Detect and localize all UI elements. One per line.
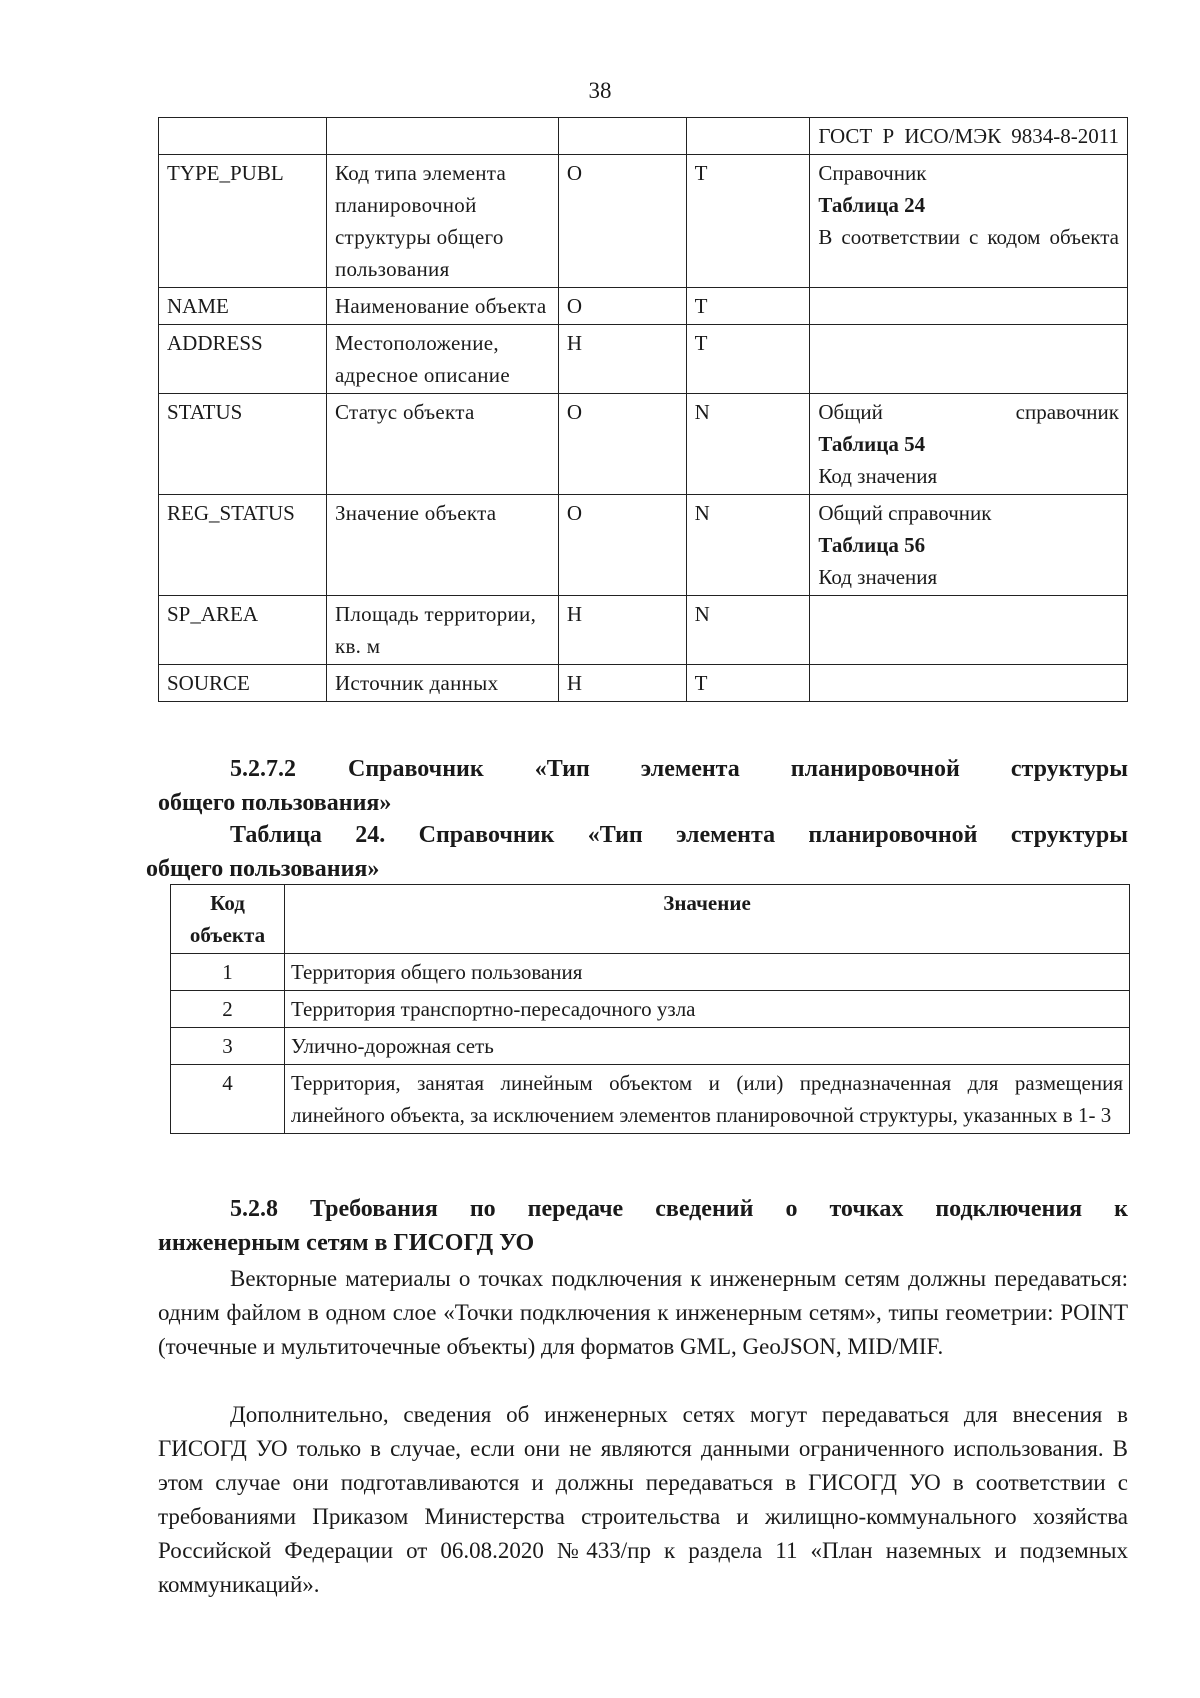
table-cell-reference: Общий справочник Таблица 54 Код значения: [810, 394, 1128, 495]
table-cell-value: Улично-дорожная сеть: [285, 1028, 1130, 1065]
table-cell-description: Код типа элемента планировочной структуры общего пользования: [326, 155, 558, 288]
table-cell-type: N: [686, 596, 810, 665]
table-cell-code: SOURCE: [159, 665, 327, 702]
section-heading-528: 5.2.8 Требования по передаче сведений о точках подключения к инженерным сетям в ГИСОГД УО: [158, 1196, 1128, 1256]
table-cell-description: Значение объекта: [326, 495, 558, 596]
table-row: [171, 1065, 1130, 1134]
table-cell-required: О: [558, 288, 686, 325]
table-cell-type: N: [686, 394, 810, 495]
table-cell-required: О: [558, 394, 686, 495]
table-cell-type: T: [686, 325, 810, 394]
page-number: 38: [588, 78, 612, 103]
column-header-code: Код объекта: [171, 885, 285, 954]
table-cell-code: NAME: [159, 288, 327, 325]
table-cell-required: Н: [558, 665, 686, 702]
table-cell-description: Источник данных: [326, 665, 558, 702]
table-cell-reference: ГОСТ Р ИСО/МЭК 9834-8-2011: [810, 118, 1128, 155]
table-cell-type: T: [686, 155, 810, 288]
table-row: [159, 495, 1128, 596]
table-cell-required: О: [558, 155, 686, 288]
table-cell-value: Территория общего пользования: [285, 954, 1130, 991]
table-row: [171, 954, 1130, 991]
paragraph: Векторные материалы о точках подключения к инженерным сетям должны передаваться: одним файлом в одном слое «Точки подключения к инженерным сетям», типы геометрии: POINT (точечные и мультиточечные объекты) для форматов GML, GeoJSON, MID/MIF.: [158, 1266, 1128, 1359]
section-heading-5272: [158, 752, 1128, 820]
table-cell-code: SP_AREA: [159, 596, 327, 665]
table-cell-type: T: [686, 288, 810, 325]
table-cell-type: T: [686, 665, 810, 702]
section-title-line1: Справочник «Тип элемента планировочной структуры: [348, 756, 1128, 782]
table-cell-description: Статус объекта: [326, 394, 558, 495]
table-cell-value: Территория, занятая линейным объектом и (или) предназначенная для размещения линейного объекта, за исключением элементов планировочной структуры, указанных в 1- 3: [285, 1065, 1130, 1134]
table-row: [171, 991, 1130, 1028]
table-row: [171, 1028, 1130, 1065]
reference-table-24: [170, 884, 1130, 1134]
table-cell-code: ADDRESS: [159, 325, 327, 394]
table-cell-code: TYPE_PUBL: [159, 155, 327, 288]
table-cell-required: Н: [558, 596, 686, 665]
table-caption: Таблица 24. Справочник «Тип элемента планировочной структуры общего пользования»: [146, 822, 1128, 882]
table-cell-code: 2: [171, 991, 285, 1028]
table-header-row: [171, 885, 1130, 954]
table-cell-reference: [810, 288, 1128, 325]
table-cell-code: 1: [171, 954, 285, 991]
table-cell-code: STATUS: [159, 394, 327, 495]
table-cell-reference: Общий справочник Таблица 56 Код значения: [810, 495, 1128, 596]
paragraph: Дополнительно, сведения об инженерных сетях могут передаваться для внесения в ГИСОГД УО только в случае, если они не являются данными ограниченного использования. В этом случае они подготавливаются и должны передаваться в ГИСОГД УО в соответствии с требованиями Приказом Министерства строительства и жилищно-коммунального хозяйства Российской Федерации от 06.08.2020 №433/пр к раздела 11 «План наземных и подземных коммуникаций».: [158, 1402, 1128, 1597]
column-header-value: Значение: [285, 885, 1130, 954]
table-cell-reference: [810, 325, 1128, 394]
table-cell-reference: Справочник Таблица 24 В соответствии с кодом объекта: [810, 155, 1128, 288]
attributes-table: [158, 117, 1128, 702]
table-cell-reference: [810, 665, 1128, 702]
table-cell-code: 4: [171, 1065, 285, 1134]
table-cell-reference: [810, 596, 1128, 665]
section-title-line2: общего пользования»: [158, 790, 392, 816]
table-row: [159, 325, 1128, 394]
table-row: [159, 665, 1128, 702]
table-cell-description: Площадь территории, кв. м: [326, 596, 558, 665]
table-cell-description: Наименование объекта: [326, 288, 558, 325]
table-row: [159, 118, 1128, 155]
table-row: [159, 394, 1128, 495]
table-cell-required: О: [558, 495, 686, 596]
table-cell-code: REG_STATUS: [159, 495, 327, 596]
table-row: [159, 596, 1128, 665]
section-number: 5.2.7.2: [230, 756, 296, 782]
table-row: [159, 155, 1128, 288]
table-row: [159, 288, 1128, 325]
table-cell-value: Территория транспортно-пересадочного узла: [285, 991, 1130, 1028]
table-cell-code: 3: [171, 1028, 285, 1065]
table-cell-type: N: [686, 495, 810, 596]
table-cell-required: Н: [558, 325, 686, 394]
table-cell-description: Местоположение, адресное описание: [326, 325, 558, 394]
